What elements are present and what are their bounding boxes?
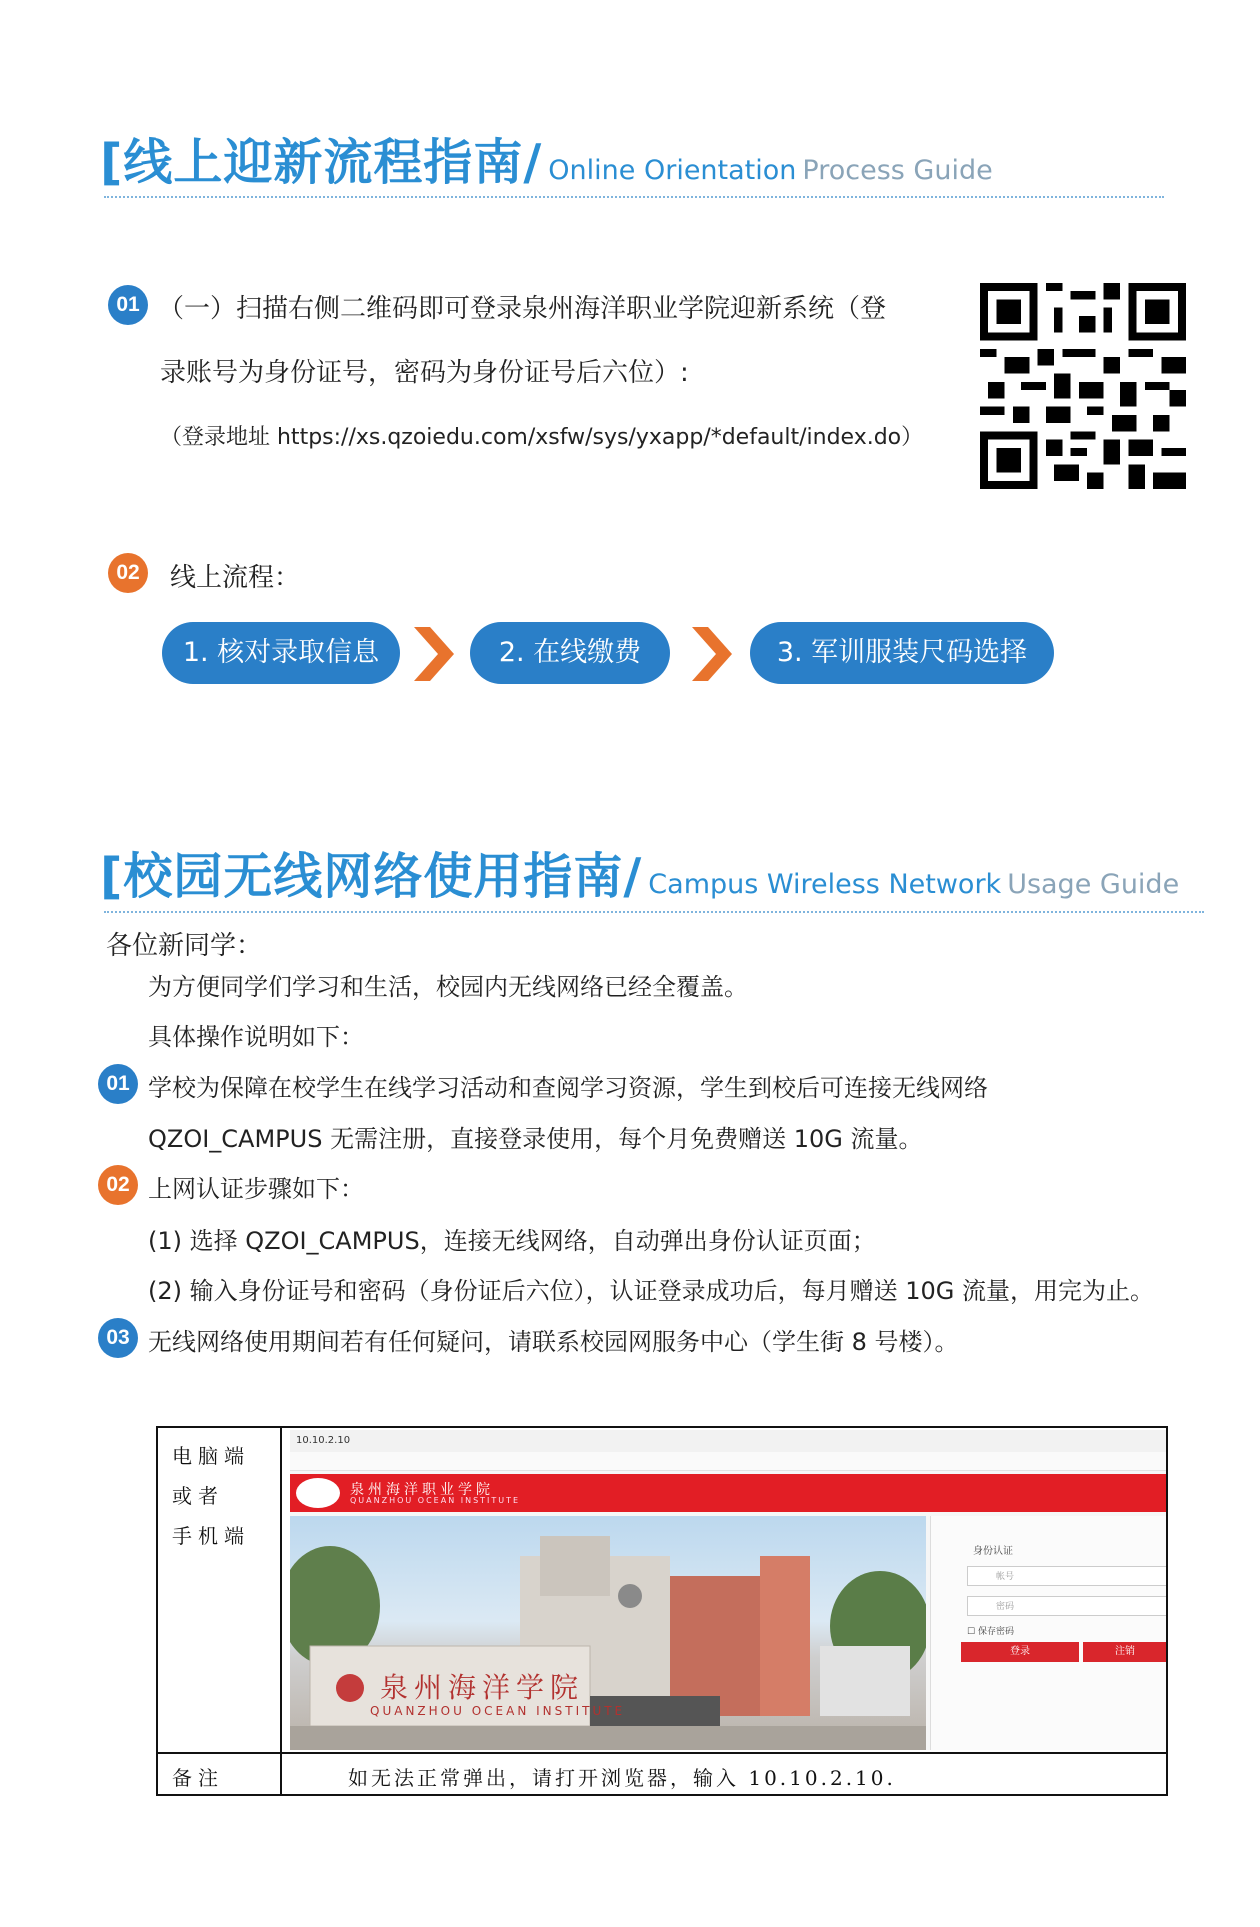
flow-step-3: 3. 军训服装尺码选择 [750, 622, 1054, 684]
campus-photo [290, 1516, 926, 1750]
section2-item1-line2: QZOI_CAMPUS 无需注册，直接登录使用，每个月免费赠送 10G 流量。 [148, 1125, 923, 1153]
section2-title-en: Campus Wireless Network [648, 869, 1002, 900]
gate-name-cn: 泉州海洋学院 [380, 1671, 585, 1704]
save-password-label: 保存密码 [977, 1627, 1014, 1637]
gate-name-en: QUANZHOU OCEAN INSTITUTE [370, 1704, 626, 1718]
section2-badge-03: 03 [98, 1318, 138, 1358]
section2-title-en-secondary: Usage Guide [1007, 869, 1180, 900]
section1-title-en: Online Orientation [548, 155, 797, 186]
section2-item2-step2: (2) 输入身份证号和密码（身份证后六位），认证登录成功后，每月赠送 10G 流量，用完为止。 [148, 1277, 1155, 1305]
section1-title-en-secondary: Process Guide [802, 155, 993, 186]
section1-login-url[interactable]: （登录地址 https://xs.qzoiedu.com/xsfw/sys/yxapp/*default/index.do） [160, 425, 924, 450]
school-banner [290, 1474, 1166, 1512]
section2-item1-line1: 学校为保障在校学生在线学习活动和查阅学习资源，学生到校后可连接无线网络 [148, 1074, 988, 1102]
school-name-cn: 泉州海洋职业学院 [350, 1482, 494, 1498]
password-input[interactable]: 密码 [967, 1596, 1166, 1616]
section2-greeting: 各位新同学： [106, 931, 263, 961]
section2-intro1: 为方便同学们学习和生活，校园内无线网络已经全覆盖。 [148, 973, 748, 1001]
section1-title-cn: [线上迎新流程指南/ [100, 134, 543, 191]
save-password-checkbox[interactable]: ☐ 保存密码 [967, 1627, 1014, 1637]
username-input[interactable]: 帐号 [967, 1566, 1166, 1586]
section2-intro2: 具体操作说明如下： [148, 1023, 364, 1051]
section2-item2-line1: 上网认证步骤如下： [148, 1175, 364, 1203]
section1-badge-02: 02 [108, 553, 148, 593]
section1-title [100, 124, 993, 194]
section2-title-cn: [校园无线网络使用指南/ [100, 848, 643, 905]
section1-flow-label: 线上流程： [170, 563, 301, 593]
table-label-mobile: 手机端 [172, 1524, 250, 1548]
flow-step-2: 2. 在线缴费 [470, 622, 670, 684]
section2-badge-02: 02 [98, 1165, 138, 1205]
section2-title [100, 838, 1179, 908]
table-label-or: 或者 [172, 1484, 224, 1508]
section2-item3-line1: 无线网络使用期间若有任何疑问，请联系校园网服务中心（学生街 8 号楼）。 [148, 1328, 959, 1356]
login-title: 身份认证 [973, 1546, 1013, 1557]
table-note-text: 如无法正常弹出，请打开浏览器，输入 10.10.2.10. [348, 1766, 896, 1790]
login-page-screenshot [290, 1430, 1166, 1750]
chevron-right-icon [692, 627, 732, 681]
browser-address: 10.10.2.10 [296, 1435, 351, 1446]
flow-step-1: 1. 核对录取信息 [162, 622, 400, 684]
browser-bookmarks-bar [290, 1452, 1166, 1471]
school-name-en: QUANZHOU OCEAN INSTITUTE [350, 1496, 521, 1505]
table-label-pc: 电脑端 [172, 1444, 250, 1468]
section2-divider [104, 911, 1204, 913]
section1-item1-line1: （一）扫描右侧二维码即可登录泉州海洋职业学院迎新系统（登 [158, 294, 887, 324]
section2-item2-step1: (1) 选择 QZOI_CAMPUS，连接无线网络，自动弹出身份认证页面； [148, 1227, 876, 1255]
table-note-label: 备注 [172, 1766, 224, 1790]
browser-address-bar [290, 1430, 1166, 1453]
section1-divider [104, 196, 1164, 198]
section1-badge-01: 01 [108, 285, 148, 325]
login-button[interactable]: 登录 [961, 1642, 1079, 1662]
section2-badge-01: 01 [98, 1064, 138, 1104]
qr-code-icon[interactable] [980, 283, 1186, 489]
table-divider-horizontal [158, 1752, 1166, 1754]
wifi-login-table [156, 1426, 1168, 1796]
login-panel [930, 1516, 1166, 1750]
chevron-right-icon [414, 627, 454, 681]
school-logo-icon [296, 1478, 340, 1508]
logout-button[interactable]: 注销 [1083, 1642, 1166, 1662]
table-divider-vertical [280, 1428, 282, 1794]
section1-item1-line2: 录账号为身份证号，密码为身份证号后六位）: [160, 358, 689, 388]
